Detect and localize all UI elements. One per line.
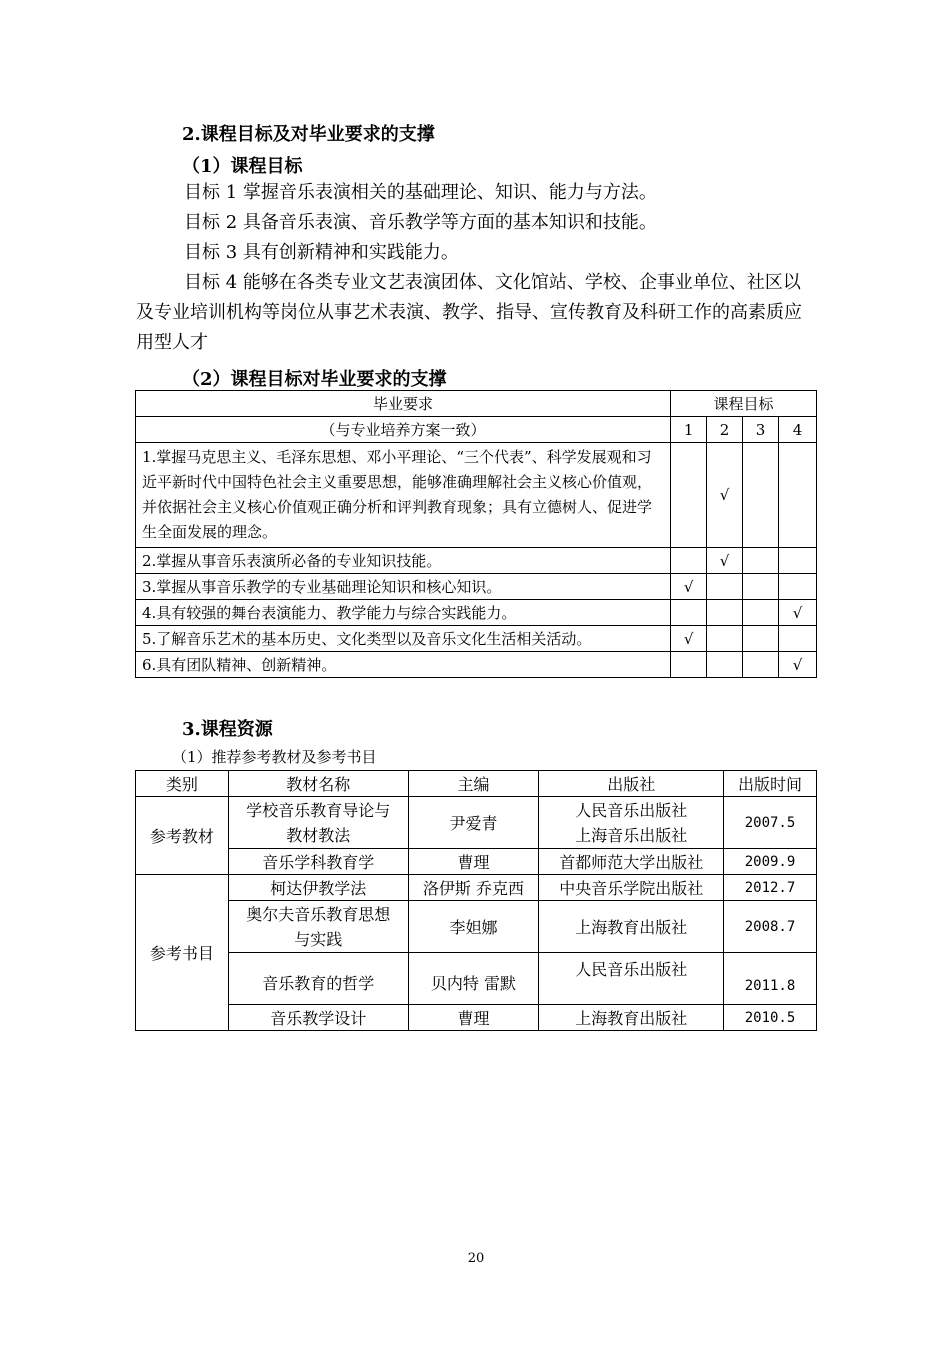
header-category: 类别 <box>136 771 229 797</box>
requirement-text: 3.掌握从事音乐教学的专业基础理论知识和核心知识。 <box>136 574 671 600</box>
header-book-name: 教材名称 <box>228 771 408 797</box>
book-name: 奥尔夫音乐教育思想与实践 <box>228 901 408 953</box>
requirement-text: 2.掌握从事音乐表演所必备的专业知识技能。 <box>136 548 671 574</box>
section-2-heading: 2.课程目标及对毕业要求的支撑 <box>182 124 435 145</box>
book-date: 2012.7 <box>724 875 817 901</box>
goal-col-3: 3 <box>743 417 779 443</box>
header-requirement-sub: （与专业培养方案一致） <box>136 417 671 443</box>
table-row <box>136 953 817 1005</box>
book-publisher: 上海教育出版社 <box>539 1005 724 1031</box>
book-date: 2010.5 <box>724 1005 817 1031</box>
goal-col-2: 2 <box>707 417 743 443</box>
book-name: 音乐教育的哲学 <box>228 953 408 1005</box>
check-cell <box>778 626 816 652</box>
table-row <box>136 626 817 652</box>
check-cell <box>743 626 779 652</box>
header-course-goals: 课程目标 <box>671 391 817 417</box>
book-date: 2009.9 <box>724 849 817 875</box>
check-cell <box>778 443 816 548</box>
table-row <box>136 574 817 600</box>
header-publisher: 出版社 <box>539 771 724 797</box>
table-row <box>136 652 817 678</box>
check-cell: √ <box>707 548 743 574</box>
support-table <box>135 390 817 678</box>
book-date: 2007.5 <box>724 797 817 849</box>
category-textbook: 参考教材 <box>136 797 229 875</box>
book-editor: 曹理 <box>408 849 539 875</box>
book-editor: 曹理 <box>408 1005 539 1031</box>
header-requirement: 毕业要求 <box>136 391 671 417</box>
category-reference-books: 参考书目 <box>136 875 229 1031</box>
book-publisher: 人民音乐出版社 <box>539 953 724 1005</box>
check-cell <box>707 652 743 678</box>
book-publisher: 首都师范大学出版社 <box>539 849 724 875</box>
check-cell <box>778 548 816 574</box>
check-cell <box>743 600 779 626</box>
table-row <box>136 797 817 849</box>
book-publisher: 人民音乐出版社 上海音乐出版社 <box>539 797 724 849</box>
book-publisher: 上海教育出版社 <box>539 901 724 953</box>
check-cell <box>671 600 707 626</box>
check-cell <box>707 574 743 600</box>
check-cell <box>743 443 779 548</box>
book-editor: 尹爱青 <box>408 797 539 849</box>
check-cell <box>707 600 743 626</box>
book-editor: 贝内特 雷默 <box>408 953 539 1005</box>
check-cell <box>743 652 779 678</box>
section-3-heading: 3.课程资源 <box>182 719 273 740</box>
check-cell: √ <box>778 600 816 626</box>
goal-col-1: 1 <box>671 417 707 443</box>
page-number: 20 <box>467 1251 485 1266</box>
check-cell <box>778 574 816 600</box>
check-cell: √ <box>707 443 743 548</box>
check-cell <box>743 548 779 574</box>
header-editor: 主编 <box>408 771 539 797</box>
resource-caption: （1）推荐参考教材及参考书目 <box>172 748 377 766</box>
check-cell <box>671 548 707 574</box>
resource-table <box>135 770 817 1031</box>
book-publisher: 中央音乐学院出版社 <box>539 875 724 901</box>
book-date: 2011.8 <box>724 953 817 1005</box>
support-heading: （2）课程目标对毕业要求的支撑 <box>182 369 447 390</box>
requirement-text: 5.了解音乐艺术的基本历史、文化类型以及音乐文化生活相关活动。 <box>136 626 671 652</box>
course-goals-heading: （1）课程目标 <box>182 156 303 177</box>
check-cell <box>743 574 779 600</box>
table-row <box>136 600 817 626</box>
check-cell: √ <box>671 574 707 600</box>
table-row <box>136 1005 817 1031</box>
book-name: 学校音乐教育导论与教材教法 <box>228 797 408 849</box>
book-editor: 李妲娜 <box>408 901 539 953</box>
header-date: 出版时间 <box>724 771 817 797</box>
requirement-text: 6.具有团队精神、创新精神。 <box>136 652 671 678</box>
table-row <box>136 443 817 548</box>
check-cell <box>671 652 707 678</box>
table-row <box>136 901 817 953</box>
goal-2-text: 目标 2 具备音乐表演、音乐教学等方面的基本知识和技能。 <box>184 212 657 233</box>
goal-3-text: 目标 3 具有创新精神和实践能力。 <box>184 242 459 263</box>
book-editor: 洛伊斯 乔克西 <box>408 875 539 901</box>
requirement-text: 4.具有较强的舞台表演能力、教学能力与综合实践能力。 <box>136 600 671 626</box>
table-row <box>136 849 817 875</box>
book-name: 音乐学科教育学 <box>228 849 408 875</box>
check-cell <box>707 626 743 652</box>
table-row <box>136 875 817 901</box>
table-row <box>136 548 817 574</box>
goal-4-text: 目标 4 能够在各类专业文艺表演团体、文化馆站、学校、企事业单位、社区以及专业培训机构等岗位从事艺术表演、教学、指导、宣传教育及科研工作的高素质应用型人才 <box>136 272 802 353</box>
goal-1-text: 目标 1 掌握音乐表演相关的基础理论、知识、能力与方法。 <box>184 182 657 203</box>
check-cell: √ <box>778 652 816 678</box>
check-cell <box>671 443 707 548</box>
book-date: 2008.7 <box>724 901 817 953</box>
goal-col-4: 4 <box>778 417 816 443</box>
book-name: 音乐教学设计 <box>228 1005 408 1031</box>
requirement-text: 1.掌握马克思主义、毛泽东思想、邓小平理论、“三个代表”、科学发展观和习近平新时代中国特色社会主义重要思想，能够准确理解社会主义核心价值观，并依据社会主义核心价值观正确分析和评判教育现象；具有立德树人、促进学生全面发展的理念。 <box>136 443 671 548</box>
check-cell: √ <box>671 626 707 652</box>
book-name: 柯达伊教学法 <box>228 875 408 901</box>
